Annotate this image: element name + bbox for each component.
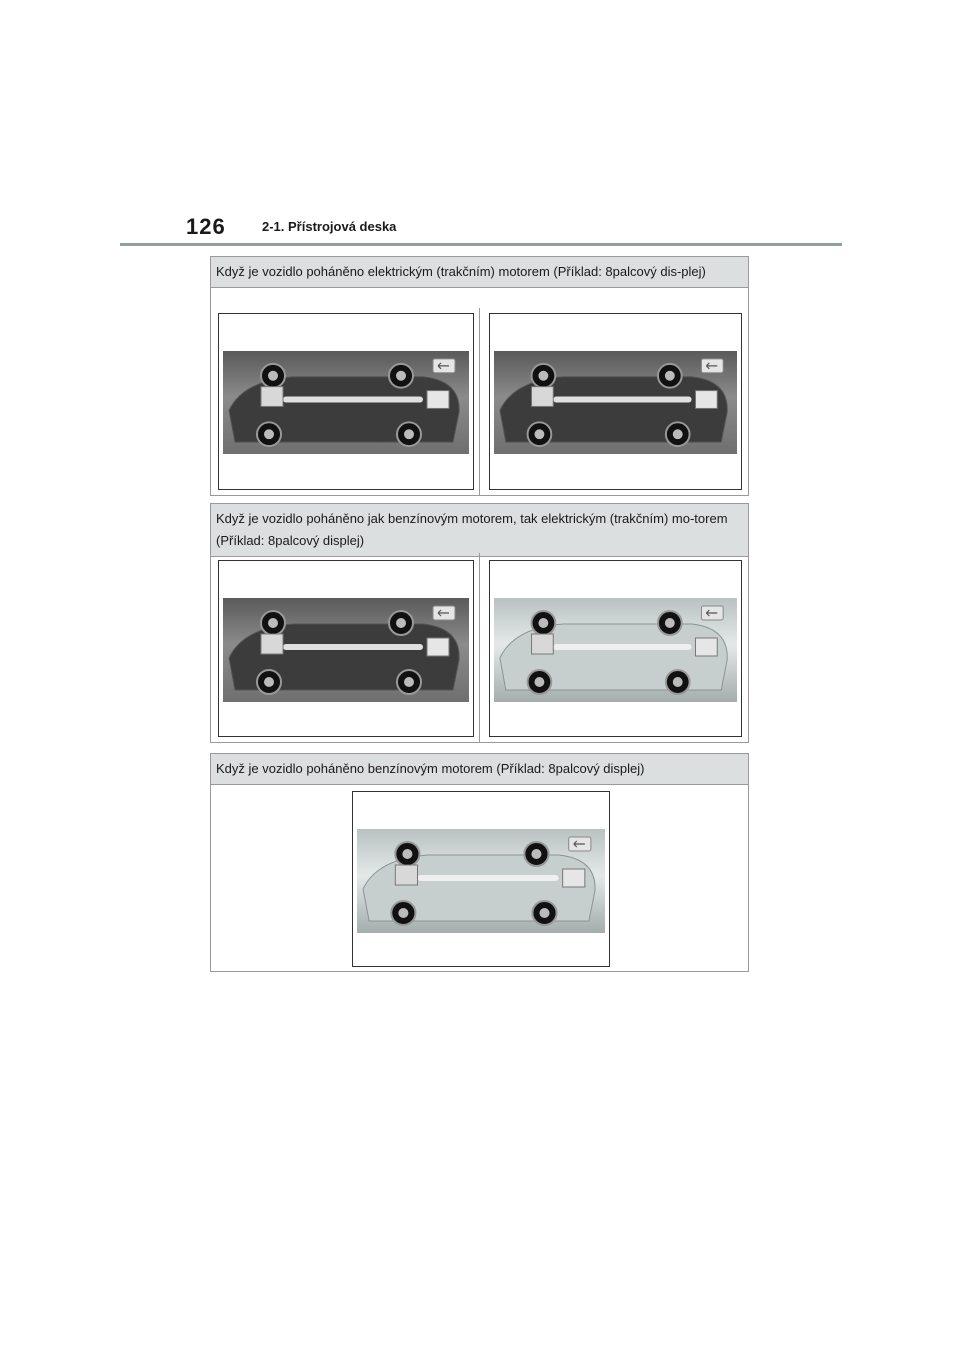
display-screenshot xyxy=(218,313,474,490)
panel-caption: Když je vozidlo poháněno jak benzínovým motorem, tak elektrickým (trakčním) mo-torem (Příklad: 8palcový displej) xyxy=(211,504,748,557)
energy-flow xyxy=(553,397,691,403)
image-cell-right xyxy=(479,553,748,742)
wheel-hub xyxy=(539,908,549,918)
energy-flow xyxy=(283,644,423,650)
engine xyxy=(261,387,283,407)
image-cell-left xyxy=(211,308,479,495)
engine xyxy=(261,634,283,654)
display-screenshot xyxy=(489,560,742,737)
chassis-illustration xyxy=(494,351,737,454)
panel-hybrid xyxy=(210,503,749,743)
wheel-hub xyxy=(665,618,675,628)
chassis-illustration xyxy=(494,598,737,702)
image-cell-center xyxy=(211,783,748,971)
wheel-hub xyxy=(398,908,408,918)
battery xyxy=(427,638,449,656)
wheel-hub xyxy=(268,618,278,628)
page-number: 126 xyxy=(186,214,226,239)
chassis-illustration xyxy=(223,598,469,702)
wheel-hub xyxy=(268,371,278,381)
panel-caption: Když je vozidlo poháněno elektrickým (trakčním) motorem (Příklad: 8palcový dis-plej) xyxy=(211,257,748,288)
energy-flow xyxy=(417,875,558,881)
wheel-hub xyxy=(531,849,541,859)
engine xyxy=(532,634,554,654)
panel-caption: Když je vozidlo poháněno benzínovým motorem (Příklad: 8palcový displej) xyxy=(211,754,748,785)
header-rule xyxy=(120,243,842,246)
wheel-hub xyxy=(673,429,683,439)
wheel-hub xyxy=(264,429,274,439)
display-screenshot xyxy=(489,313,742,490)
battery xyxy=(427,391,449,409)
energy-monitor-image xyxy=(494,351,737,454)
wheel-hub xyxy=(396,618,406,628)
engine xyxy=(532,387,554,407)
image-cell-right xyxy=(479,308,748,495)
image-cell-left xyxy=(211,553,479,742)
energy-monitor-image xyxy=(494,598,737,702)
wheel-hub xyxy=(396,371,406,381)
energy-monitor-image xyxy=(357,829,605,933)
wheel-hub xyxy=(402,849,412,859)
wheel-hub xyxy=(535,429,545,439)
battery xyxy=(696,391,718,409)
chassis-illustration xyxy=(223,351,469,454)
panel-electric-motor xyxy=(210,256,749,496)
energy-monitor-image xyxy=(223,598,469,702)
section-title: 2-1. Přístrojová deska xyxy=(262,219,397,234)
battery xyxy=(696,638,718,656)
wheel-hub xyxy=(538,618,548,628)
chassis-illustration xyxy=(357,829,605,933)
wheel-hub xyxy=(264,677,274,687)
wheel-hub xyxy=(404,429,414,439)
energy-monitor-image xyxy=(223,351,469,454)
wheel-hub xyxy=(665,371,675,381)
battery xyxy=(563,869,585,887)
display-screenshot xyxy=(352,791,610,967)
engine xyxy=(395,865,417,885)
panel-gasoline-engine xyxy=(210,753,749,972)
energy-flow xyxy=(283,397,423,403)
display-screenshot xyxy=(218,560,474,737)
wheel-hub xyxy=(535,677,545,687)
wheel-hub xyxy=(404,677,414,687)
wheel-hub xyxy=(673,677,683,687)
energy-flow xyxy=(553,644,691,650)
wheel-hub xyxy=(538,371,548,381)
